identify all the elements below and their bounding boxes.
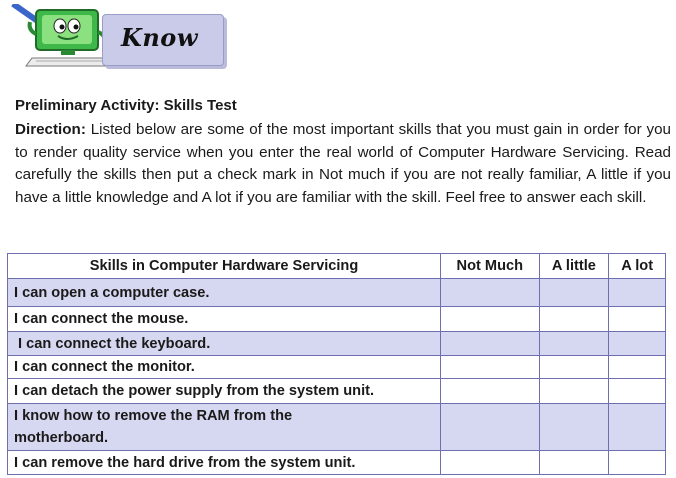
direction-paragraph	[15, 119, 671, 210]
skill-cell: I can connect the mouse.	[8, 307, 441, 332]
table-header-row	[8, 254, 666, 279]
a-lot-cell[interactable]	[609, 332, 666, 356]
not-much-cell[interactable]	[441, 404, 540, 451]
header-a-lot: A lot	[609, 254, 666, 279]
know-badge	[102, 14, 224, 66]
not-much-cell[interactable]	[441, 379, 540, 404]
skill-cell: I can detach the power supply from the system unit.	[8, 379, 441, 404]
computer-mascot-icon	[6, 4, 116, 70]
direction-text: Listed below are some of the most important skills that you must gain in order for you to render quality service when you enter the real world of Computer Hardware Servicing. Read carefully the skills then put a check mark in Not much if you are not really familiar, A little if you have a little knowledge and A lot if you are familiar with the skill. Feel free to answer each skill.	[15, 121, 671, 207]
a-lot-cell[interactable]	[609, 279, 666, 307]
a-little-cell[interactable]	[539, 307, 609, 332]
a-little-cell[interactable]	[539, 332, 609, 356]
a-lot-cell[interactable]	[609, 451, 666, 475]
a-little-cell[interactable]	[539, 404, 609, 451]
direction-label: Direction:	[15, 121, 86, 138]
skill-cell	[8, 404, 441, 451]
a-little-cell[interactable]	[539, 379, 609, 404]
not-much-cell[interactable]	[441, 279, 540, 307]
activity-title: Preliminary Activity: Skills Test	[15, 97, 237, 114]
table-row	[8, 356, 666, 379]
a-lot-cell[interactable]	[609, 307, 666, 332]
header-a-little: A little	[539, 254, 609, 279]
a-lot-cell[interactable]	[609, 404, 666, 451]
skill-cell: I can remove the hard drive from the system unit.	[8, 451, 441, 475]
a-little-cell[interactable]	[539, 356, 609, 379]
not-much-cell[interactable]	[441, 332, 540, 356]
table-row	[8, 404, 666, 451]
a-lot-cell[interactable]	[609, 379, 666, 404]
header-not-much: Not Much	[441, 254, 540, 279]
know-badge-label: Know	[121, 23, 198, 52]
skills-table	[7, 253, 666, 475]
table-row	[8, 332, 666, 356]
table-row	[8, 451, 666, 475]
a-little-cell[interactable]	[539, 451, 609, 475]
a-lot-cell[interactable]	[609, 356, 666, 379]
skill-cell: I can open a computer case.	[8, 279, 441, 307]
not-much-cell[interactable]	[441, 451, 540, 475]
a-little-cell[interactable]	[539, 279, 609, 307]
skill-cell: I can connect the monitor.	[8, 356, 441, 379]
table-row	[8, 379, 666, 404]
header	[6, 4, 236, 74]
table-row	[8, 279, 666, 307]
table-row	[8, 307, 666, 332]
not-much-cell[interactable]	[441, 356, 540, 379]
not-much-cell[interactable]	[441, 307, 540, 332]
skill-cell-text: I know how to remove the RAM from the motherboard.	[14, 408, 293, 446]
header-skills: Skills in Computer Hardware Servicing	[8, 254, 441, 279]
skill-cell: I can connect the keyboard.	[8, 332, 441, 356]
